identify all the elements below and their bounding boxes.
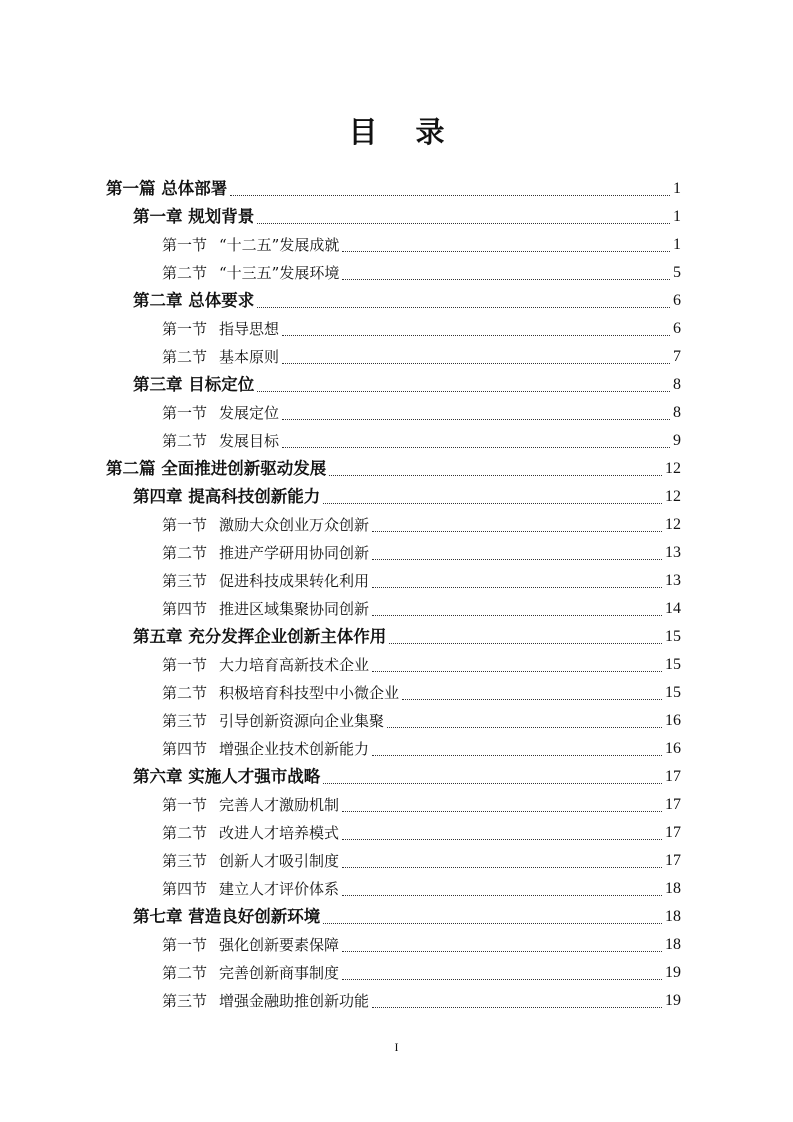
toc-section-title: 激励大众创业万众创新 [219,516,370,534]
toc-section-title: 完善创新商事制度 [219,964,340,982]
toc-page-number: 12 [665,488,681,505]
dot-leader [323,502,662,504]
toc-section[interactable] [162,816,681,844]
toc-page-number: 1 [673,236,681,253]
toc-entry-label [162,878,339,900]
toc-chapter-6[interactable] [133,760,681,788]
toc-entry-label [162,654,369,676]
toc-page-number: 13 [665,572,681,589]
dot-leader [282,334,670,336]
toc-section[interactable] [162,928,681,956]
toc-entry-label [162,346,279,368]
toc-entry-label [162,430,279,452]
toc-section-title: 强化创新要素保障 [219,936,340,954]
toc-section-title: 基本原则 [219,348,280,366]
toc-page-number: 15 [665,684,681,701]
toc-entry-label [162,570,369,592]
toc-section-number: 第一节 [162,236,208,254]
toc-part-1[interactable] [106,172,681,200]
toc-chapter-2[interactable] [133,284,681,312]
dot-leader [372,558,662,560]
toc-entry-label: 第二篇 全面推进创新驱动发展 [106,459,327,478]
toc-entry-label [162,990,369,1012]
toc-section[interactable] [162,396,681,424]
toc-section-number: 第一节 [162,320,208,338]
toc-section-title: 增强金融助推创新功能 [219,992,370,1010]
toc-page-number: 13 [665,544,681,561]
toc-page-number: 15 [665,656,681,673]
dot-leader [372,614,662,616]
toc-entry-label: 第四章 提高科技创新能力 [133,487,321,506]
toc-entry-label: 第七章 营造良好创新环境 [133,907,321,926]
toc-section[interactable] [162,676,681,704]
toc-section-title: 发展目标 [219,432,280,450]
toc-section[interactable] [162,564,681,592]
toc-page-number: 6 [673,320,681,337]
dot-leader [372,1006,662,1008]
dot-leader [342,978,662,980]
toc-page-number: 6 [673,292,681,309]
toc-section-number: 第二节 [162,964,208,982]
dot-leader [329,474,662,476]
toc-section-title: 增强企业技术创新能力 [219,740,370,758]
toc-section[interactable] [162,340,681,368]
toc-page-number: 15 [665,628,681,645]
dot-leader [372,670,662,672]
footer-page-number: I [394,1040,399,1054]
toc-entry-label [162,402,279,424]
toc-entry-label: 第六章 实施人才强市战略 [133,767,321,786]
toc-entry-label [162,962,339,984]
dot-leader [342,894,662,896]
dot-leader [282,362,670,364]
toc-page-number: 1 [673,180,681,197]
dot-leader [257,306,670,308]
toc-section-title: 创新人才吸引制度 [219,852,340,870]
toc-page-number: 18 [665,936,681,953]
toc-section-title: 完善人才激励机制 [219,796,340,814]
toc-section[interactable] [162,788,681,816]
toc-section-number: 第四节 [162,880,208,898]
toc-section-number: 第一节 [162,404,208,422]
toc-chapter-4[interactable] [133,480,681,508]
toc-entry-label [162,934,339,956]
dot-leader [389,642,662,644]
dot-leader [257,222,670,224]
toc-chapter-5[interactable] [133,620,681,648]
toc-page-number: 18 [665,908,681,925]
toc-section[interactable] [162,508,681,536]
dot-leader [342,250,670,252]
toc-entry-label [162,598,369,620]
toc-section-number: 第二节 [162,348,208,366]
toc-page-number: 9 [673,432,681,449]
toc-page-number: 12 [665,516,681,533]
toc-chapter-3[interactable] [133,368,681,396]
toc-section-title: 指导思想 [219,320,280,338]
toc-page-number: 17 [665,852,681,869]
dot-leader [282,446,670,448]
toc-section[interactable] [162,228,681,256]
dot-leader [257,390,670,392]
toc-section[interactable] [162,956,681,984]
toc-page-number: 19 [665,992,681,1009]
toc-entry-label [162,794,339,816]
toc-entry-label [162,262,339,284]
toc-section-number: 第三节 [162,572,208,590]
toc-section[interactable] [162,424,681,452]
toc-entry-label: 第五章 充分发挥企业创新主体作用 [133,627,387,646]
toc-entry-label [162,542,369,564]
toc-entry-label [162,514,369,536]
toc-section[interactable] [162,984,681,1012]
dot-leader [282,418,670,420]
dot-leader [323,782,662,784]
toc-page-number: 8 [673,404,681,421]
toc-section-title: 发展定位 [219,404,280,422]
toc-section-number: 第四节 [162,600,208,618]
toc-section[interactable] [162,872,681,900]
toc-page-number: 14 [665,600,681,617]
toc-page-number: 18 [665,880,681,897]
toc-section-title: 积极培育科技型中小微企业 [219,684,400,702]
toc-entry-label [162,738,369,760]
toc-entry-label: 第二章 总体要求 [133,291,255,310]
toc-section-title: “十二五”发展成就 [219,236,340,254]
toc-chapter-7[interactable] [133,900,681,928]
dot-leader [342,810,662,812]
dot-leader [372,530,662,532]
toc-section-title: 建立人才评价体系 [219,880,340,898]
toc-section-number: 第一节 [162,656,208,674]
toc-section-number: 第四节 [162,740,208,758]
toc-section-number: 第二节 [162,824,208,842]
toc-section-number: 第一节 [162,796,208,814]
toc-entry-label [162,822,339,844]
toc-section-number: 第二节 [162,544,208,562]
toc-section[interactable] [162,256,681,284]
toc-section-title: 推进产学研用协同创新 [219,544,370,562]
dot-leader [342,950,662,952]
toc-section[interactable] [162,704,681,732]
dot-leader [402,698,662,700]
toc-entry-label: 第一篇 总体部署 [106,179,228,198]
toc-page-number: 5 [673,264,681,281]
toc-section[interactable] [162,536,681,564]
toc-page-number: 1 [673,208,681,225]
toc-part-2[interactable] [106,452,681,480]
page-title: 目录 [348,115,483,149]
toc-section[interactable] [162,592,681,620]
toc-section-title: “十三五”发展环境 [219,264,340,282]
toc-section-number: 第二节 [162,432,208,450]
toc-section-title: 引导创新资源向企业集聚 [219,712,385,730]
toc-section-title: 改进人才培养模式 [219,824,340,842]
toc-section[interactable] [162,732,681,760]
toc-page-number: 16 [665,740,681,757]
toc-page-number: 17 [665,796,681,813]
toc-section-number: 第三节 [162,852,208,870]
toc-page-number: 16 [665,712,681,729]
dot-leader [323,922,662,924]
toc-page-number: 17 [665,824,681,841]
toc-page-number: 8 [673,376,681,393]
toc-section-number: 第二节 [162,684,208,702]
toc-section-number: 第三节 [162,992,208,1010]
toc-section[interactable] [162,844,681,872]
toc-page-number: 12 [665,460,681,477]
toc-section-number: 第三节 [162,712,208,730]
toc-entry-label [162,682,399,704]
toc-chapter-1[interactable] [133,200,681,228]
toc-section-title: 促进科技成果转化利用 [219,572,370,590]
dot-leader [372,586,662,588]
dot-leader [230,194,670,196]
dot-leader [342,278,670,280]
toc-page-number: 19 [665,964,681,981]
toc-section-number: 第二节 [162,264,208,282]
toc-entry-label: 第三章 目标定位 [133,375,255,394]
toc-section[interactable] [162,312,681,340]
toc-page-number: 7 [673,348,681,365]
toc-page-number: 17 [665,768,681,785]
dot-leader [372,754,662,756]
toc-section-number: 第一节 [162,936,208,954]
toc-section[interactable] [162,648,681,676]
dot-leader [342,838,662,840]
toc-entry-label [162,710,384,732]
toc-entry-label [162,318,279,340]
toc-entry-label [162,850,339,872]
dot-leader [387,726,662,728]
toc-section-title: 大力培育高新技术企业 [219,656,370,674]
toc-entry-label [162,234,339,256]
toc-section-title: 推进区域集聚协同创新 [219,600,370,618]
toc-section-number: 第一节 [162,516,208,534]
dot-leader [342,866,662,868]
toc-entry-label: 第一章 规划背景 [133,207,255,226]
